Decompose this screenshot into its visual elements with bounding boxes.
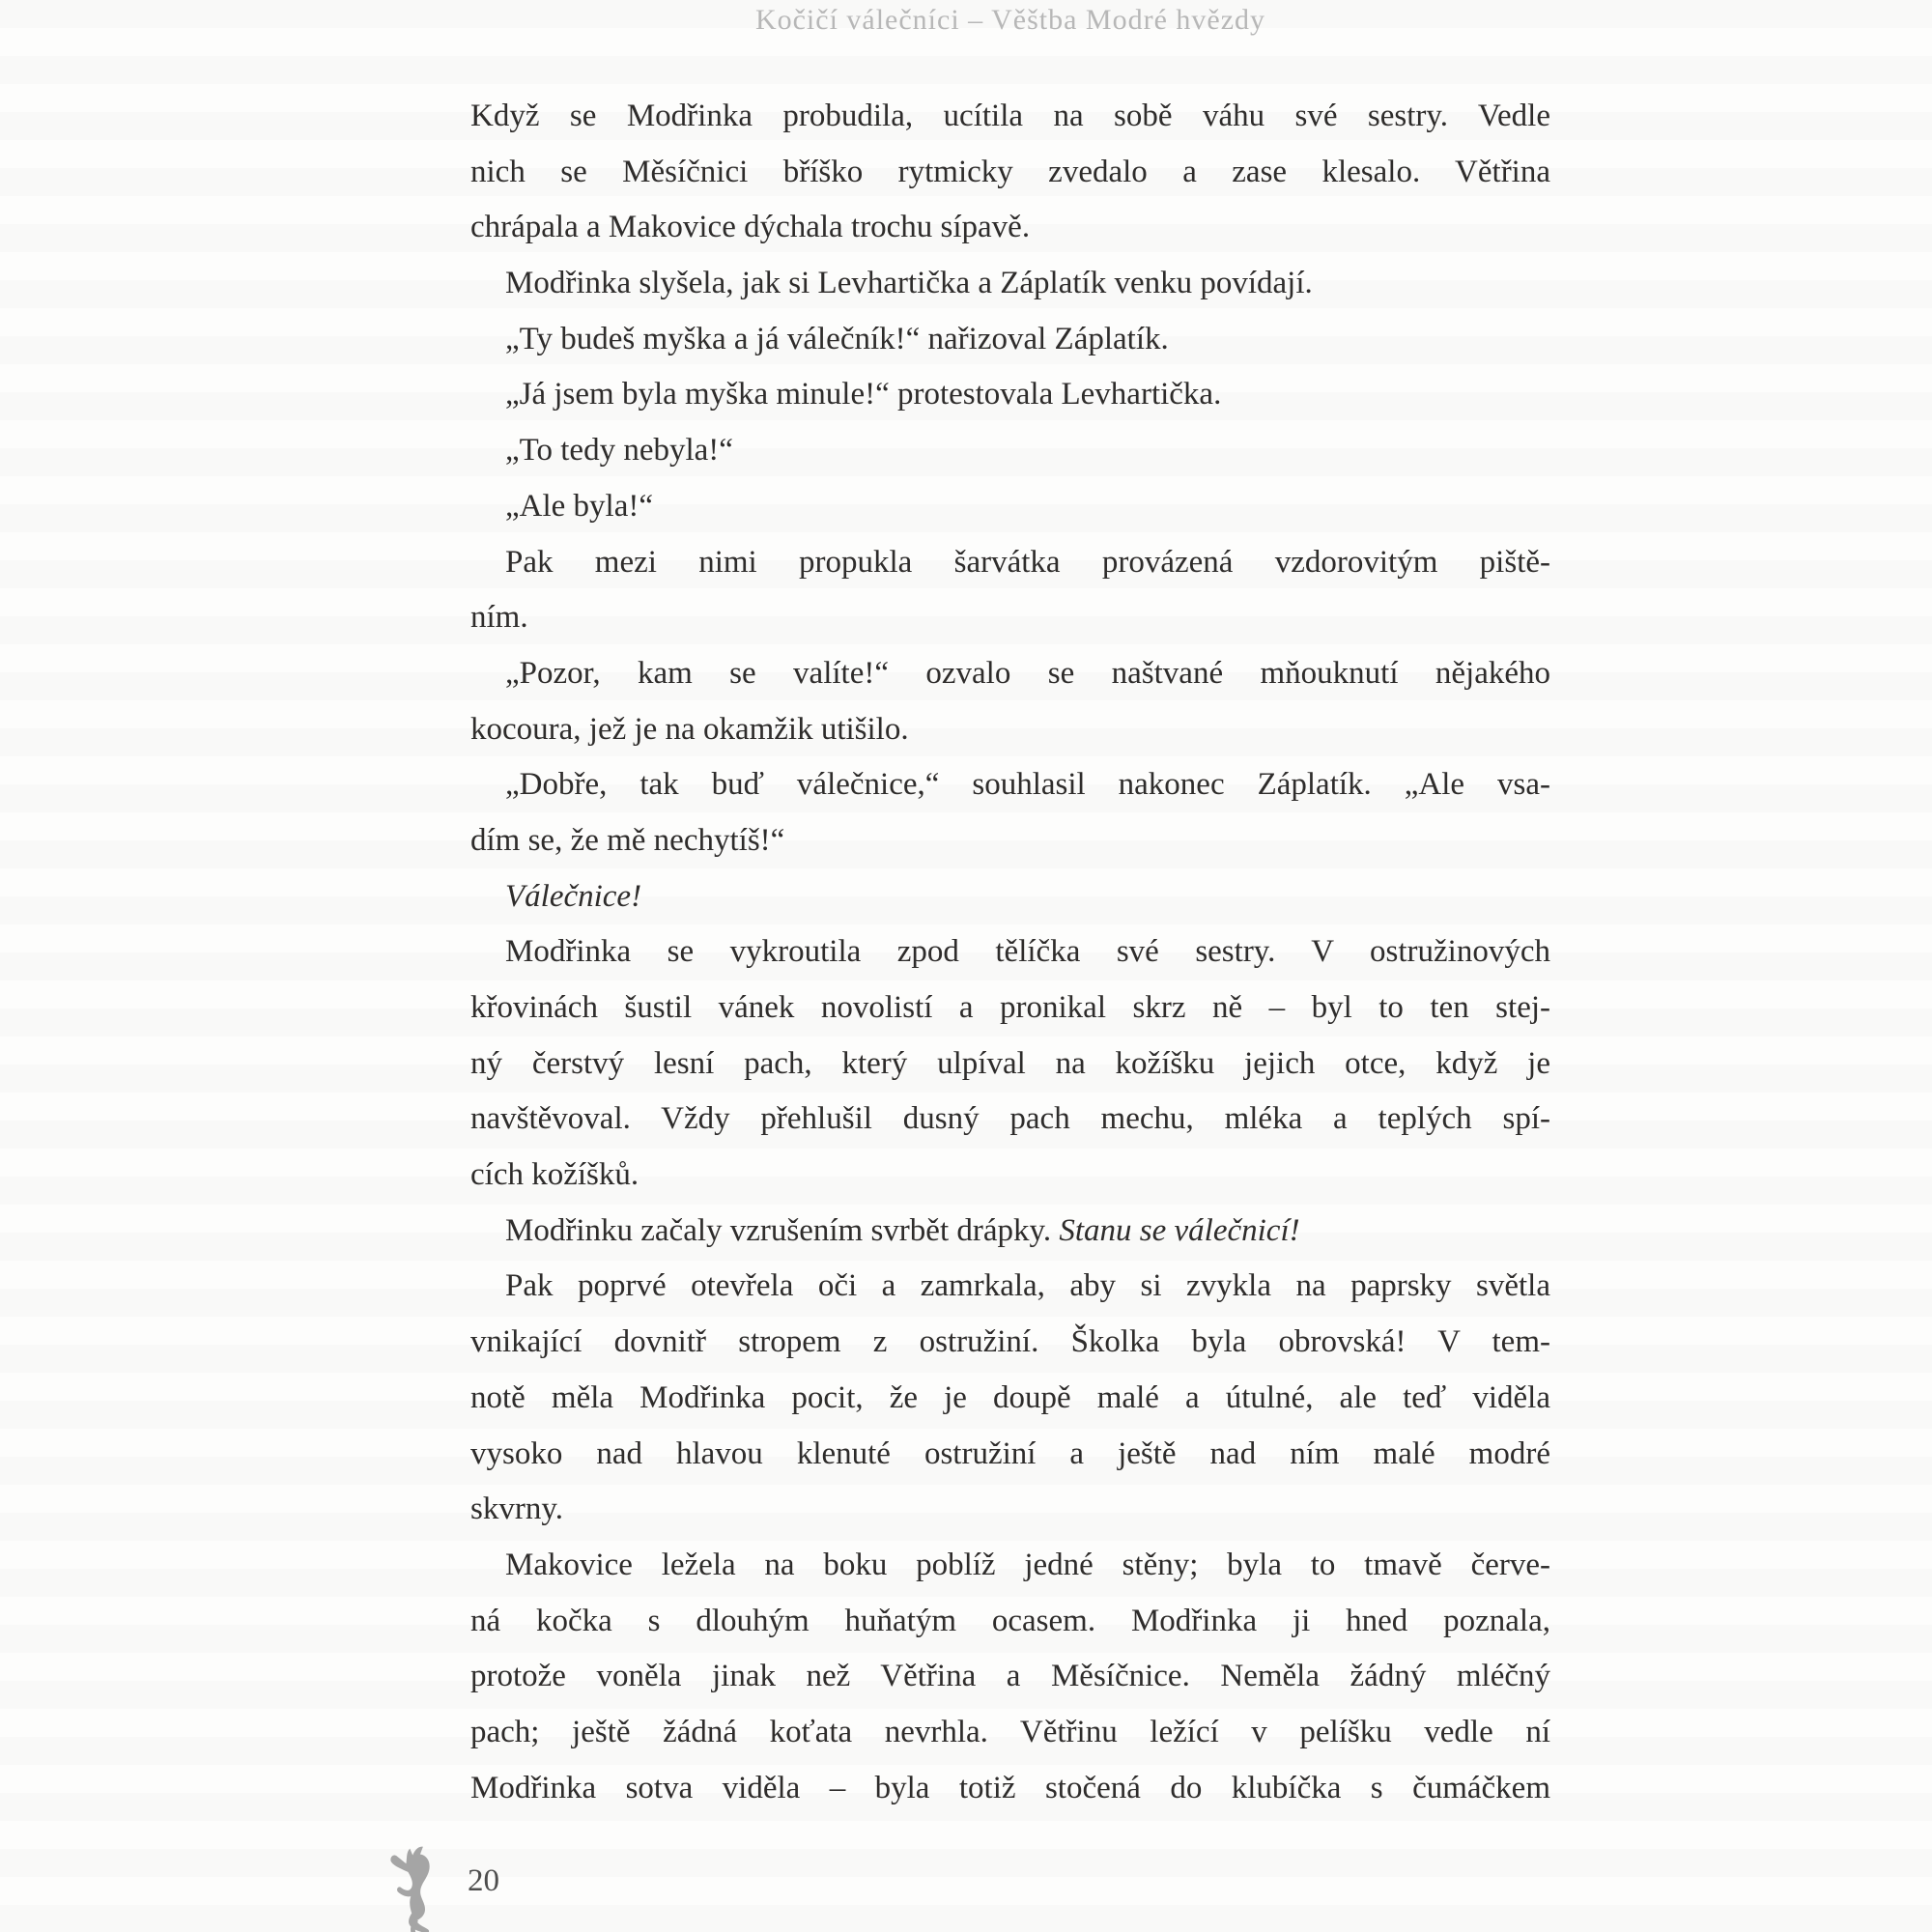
text-segment: skvrny. [470,1492,563,1527]
text-line [470,813,1550,869]
text-line [470,1204,1550,1260]
text-line [470,980,1550,1037]
text-segment: ný čerstvý lesní pach, který ulpíval na kožíšku jejich otce, když je [470,1045,1550,1081]
italic-text-segment: Válečnice! [505,878,642,914]
text-line [470,1482,1550,1538]
text-segment: ním. [470,600,528,636]
text-segment: „Dobře, tak buď válečnice,“ souhlasil nakonec Záplatík. „Ale vsa- [505,767,1550,803]
text-line [470,924,1550,980]
text-segment: chrápala a Makovice dýchala trochu sípavě. [470,210,1031,245]
text-segment: „Já jsem byla myška minule!“ protestovala Levhartička. [505,377,1222,412]
text-line [470,646,1550,702]
text-segment: notě měla Modřinka pocit, že je doupě malé a útulné, ale teď viděla [470,1379,1550,1415]
text-segment: vysoko nad hlavou klenuté ostružiní a ještě nad ním malé modré [470,1435,1550,1471]
page-footer [384,1838,499,1932]
text-segment: Pak poprvé otevřela oči a zamrkala, aby si zvykla na paprsky světla [505,1268,1550,1304]
text-line [470,1538,1550,1594]
text-line [470,535,1550,591]
text-segment: křovinách šustil vánek novolistí a pronikal skrz ně – byl to ten stej- [470,990,1550,1025]
text-line [470,1315,1550,1371]
text-segment: Modřinka sotva viděla – byla totiž stočená do klubíčka s čumáčkem [470,1770,1550,1805]
text-segment: Modřinka slyšela, jak si Levhartička a Záplatík venku povídají. [505,266,1313,301]
text-segment: pach; ještě žádná koťata nevrhla. Větřinu ležící v pelíšku vedle ní [470,1714,1550,1749]
text-line [470,200,1550,256]
text-line [470,1148,1550,1204]
text-line [470,1037,1550,1093]
text-segment: navštěvoval. Vždy přehlušil dusný pach mechu, mléka a teplých spí- [470,1101,1550,1137]
text-line [470,1259,1550,1315]
text-line [470,479,1550,535]
text-segment: kocoura, jež je na okamžik utišilo. [470,711,909,747]
cat-silhouette-icon [384,1838,454,1932]
text-segment: cích kožíšků. [470,1157,639,1193]
text-line [470,1705,1550,1761]
text-segment: „Ale byla!“ [505,488,653,524]
text-line [470,1594,1550,1650]
running-head: Kočičí válečníci – Věštba Modré hvězdy [754,4,1266,36]
text-segment: vnikající dovnitř stropem z ostružiní. Školka byla obrovská! V tem- [470,1324,1550,1360]
text-segment: „To tedy nebyla!“ [505,433,733,469]
text-line [470,1371,1550,1427]
body-text [470,89,1550,1816]
text-line [470,1092,1550,1148]
text-line [470,1761,1550,1817]
page-number: 20 [468,1863,499,1898]
italic-text-segment: Stanu se válečnicí! [1059,1212,1300,1248]
text-segment: Modřinku začaly vzrušením svrbět drápky. [505,1212,1060,1248]
text-segment: dím se, že mě nechytíš!“ [470,822,785,858]
text-segment: protože voněla jinak než Větřina a Měsíčnice. Neměla žádný mléčný [470,1659,1550,1694]
text-line [470,1649,1550,1705]
text-line [470,312,1550,368]
text-line [470,869,1550,925]
text-line [470,367,1550,423]
text-line [470,145,1550,201]
text-line [470,89,1550,145]
text-segment: Pak mezi nimi propukla šarvátka provázená vzdorovitým piště- [505,544,1550,580]
text-segment: Když se Modřinka probudila, ucítila na sobě váhu své sestry. Vedle [470,99,1550,133]
text-segment: nich se Měsíčnici bříško rytmicky zvedalo a zase klesalo. Větřina [470,154,1550,189]
text-segment: „Ty budeš myška a já válečník!“ nařizoval Záplatík. [505,321,1169,356]
text-line [470,590,1550,646]
text-segment: „Pozor, kam se valíte!“ ozvalo se naštvané mňouknutí nějakého [505,655,1550,691]
text-segment: Makovice ležela na boku poblíž jedné stěny; byla to tmavě červe- [505,1547,1550,1582]
text-line [470,423,1550,479]
text-line [470,702,1550,758]
text-segment: ná kočka s dlouhým huňatým ocasem. Modřinka ji hned poznala, [470,1603,1550,1638]
text-line [470,256,1550,312]
text-line [470,1427,1550,1483]
text-segment: Modřinka se vykroutila zpod tělíčka své sestry. V ostružinových [505,934,1550,970]
text-line [470,757,1550,813]
